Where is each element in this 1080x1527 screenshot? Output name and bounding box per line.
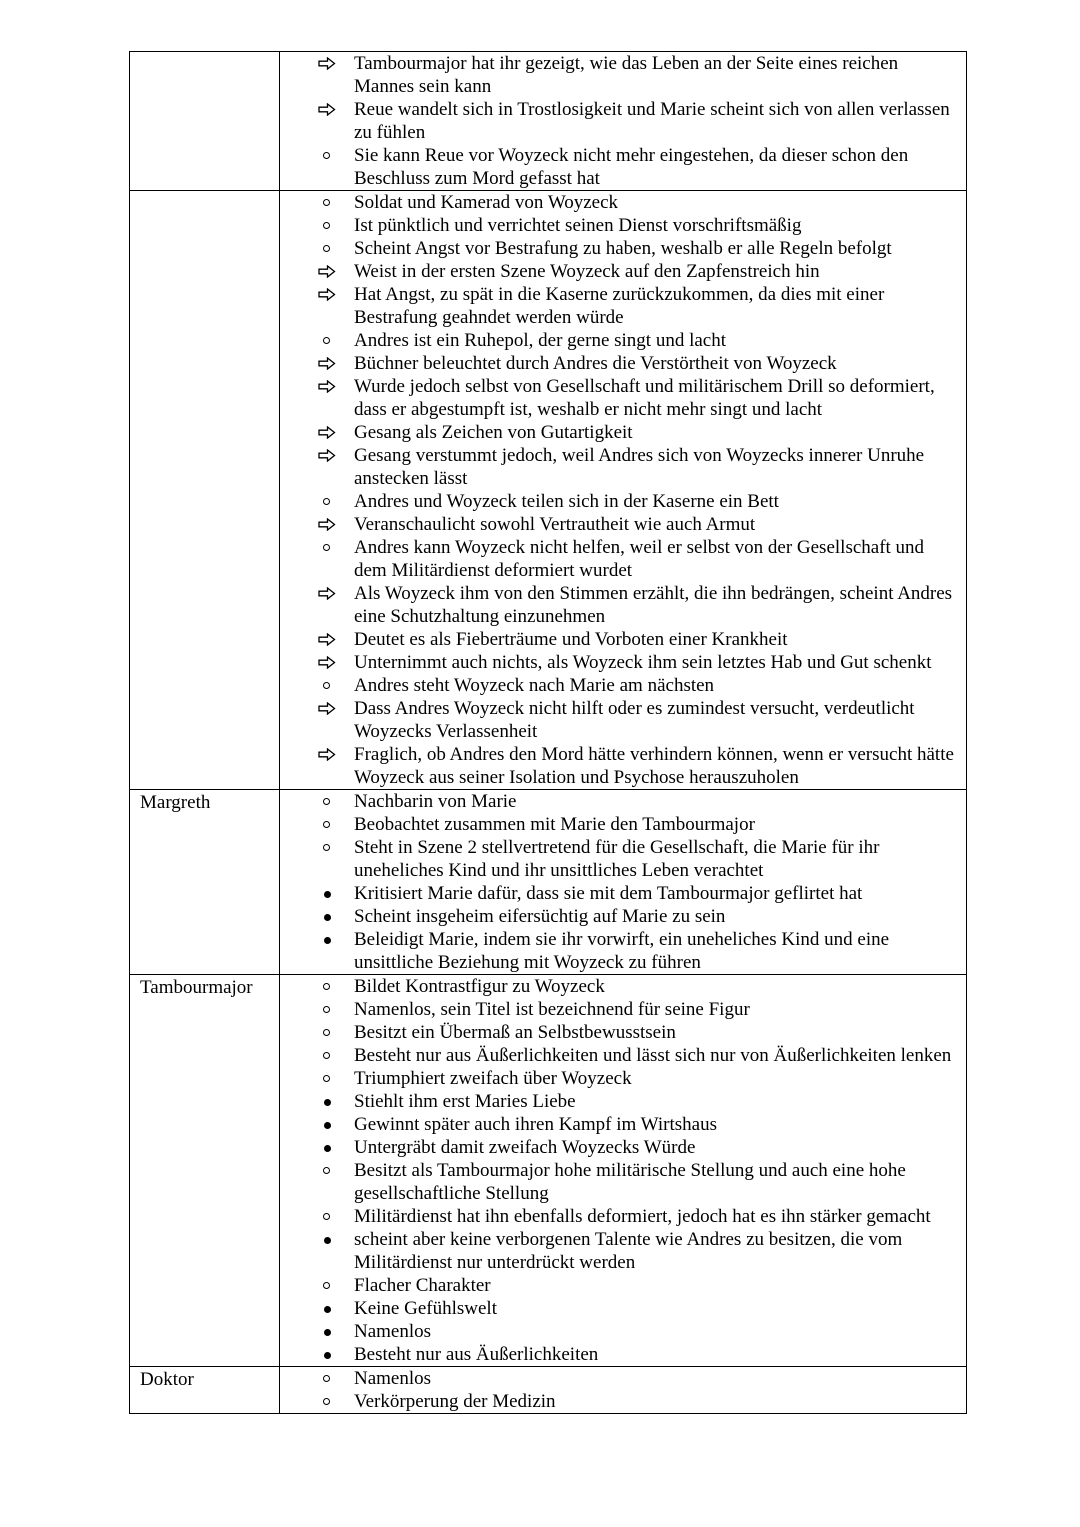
list-item-text: Namenlos, sein Titel ist bezeichnend für seine Figur xyxy=(354,999,750,1020)
circle-bullet-icon xyxy=(280,144,354,190)
arrow-bullet-icon xyxy=(280,513,354,536)
character-row xyxy=(130,1367,967,1414)
list-item xyxy=(280,582,966,628)
circle-bullet-icon xyxy=(280,214,354,237)
dot-bullet-icon xyxy=(280,882,354,905)
list-item-text: Besteht nur aus Äußerlichkeiten xyxy=(354,1344,599,1365)
dot-bullet-icon xyxy=(280,905,354,928)
character-row xyxy=(130,191,967,790)
list-item-text: Steht in Szene 2 stellvertretend für die Gesellschaft, die Marie für ihr uneheliches Kind und ihr unsittliches Leben verachtet xyxy=(354,837,880,881)
list-item xyxy=(280,52,966,98)
list-item-text: Gewinnt später auch ihren Kampf im Wirtshaus xyxy=(354,1114,717,1135)
list-item-text: Flacher Charakter xyxy=(354,1275,491,1296)
list-item-text: Stiehlt ihm erst Maries Liebe xyxy=(354,1091,576,1112)
arrow-bullet-icon xyxy=(318,656,336,669)
list-item-text: Nachbarin von Marie xyxy=(354,791,517,812)
character-name: Doktor xyxy=(140,1369,194,1390)
list-item-text: Scheint insgeheim eifersüchtig auf Marie zu sein xyxy=(354,906,726,927)
character-table-body xyxy=(130,52,967,1414)
list-item xyxy=(280,283,966,329)
circle-bullet-icon xyxy=(280,975,354,998)
circle-bullet-icon xyxy=(323,821,330,828)
arrow-bullet-icon xyxy=(318,265,336,278)
list-item-text: Andres kann Woyzeck nicht helfen, weil er selbst von der Gesellschaft und dem Militärdienst deformiert wurdet xyxy=(354,537,925,581)
list-item xyxy=(280,490,966,513)
list-item-text: Gesang verstummt jedoch, weil Andres sich von Woyzecks innerer Unruhe anstecken lässt xyxy=(354,445,925,489)
list-item-text: Wurde jedoch selbst von Gesellschaft und militärischem Drill so deformiert, dass er abgestumpft ist, weshalb er nicht mehr singt und lacht xyxy=(354,376,935,420)
list-item-text: Hat Angst, zu spät in die Kaserne zurückzukommen, da dies mit einer Bestrafung geahndet werden würde xyxy=(354,284,885,328)
list-item xyxy=(280,928,966,974)
character-name xyxy=(140,52,279,53)
dot-bullet-icon xyxy=(280,1343,354,1366)
list-item xyxy=(280,1274,966,1297)
list-item-text: Beleidigt Marie, indem sie ihr vorwirft, ein uneheliches Kind und eine unsittliche Beziehung mit Woyzeck zu führen xyxy=(354,929,890,973)
list-item-text: Veranschaulicht sowohl Vertrautheit wie auch Armut xyxy=(354,514,756,535)
list-item xyxy=(280,743,966,789)
list-item-text: Beobachtet zusammen mit Marie den Tambourmajor xyxy=(354,814,755,835)
list-item xyxy=(280,836,966,882)
circle-bullet-icon xyxy=(323,1375,330,1382)
list-item-text: Fraglich, ob Andres den Mord hätte verhindern können, wenn er versucht hätte Woyzeck aus seiner Isolation und Psychose herauszuholen xyxy=(354,744,954,788)
list-item-text: Besitzt ein Übermaß an Selbstbewusstsein xyxy=(354,1022,676,1043)
list-item-text: Namenlos xyxy=(354,1321,432,1342)
arrow-bullet-icon xyxy=(318,288,336,301)
list-item xyxy=(280,444,966,490)
arrow-bullet-icon xyxy=(318,702,336,715)
list-item xyxy=(280,1228,966,1274)
arrow-bullet-icon xyxy=(280,98,354,144)
list-item-text: Als Woyzeck ihm von den Stimmen erzählt, die ihn bedrängen, scheint Andres eine Schutzhaltung einzunehmen xyxy=(354,583,953,627)
arrow-bullet-icon xyxy=(280,283,354,329)
list-item-text: Kritisiert Marie dafür, dass sie mit dem Tambourmajor geflirtet hat xyxy=(354,883,863,904)
circle-bullet-icon xyxy=(323,498,330,505)
list-item xyxy=(280,790,966,813)
circle-bullet-icon xyxy=(323,337,330,344)
list-item xyxy=(280,674,966,697)
list-item xyxy=(280,352,966,375)
list-item xyxy=(280,1320,966,1343)
dot-bullet-icon xyxy=(324,1237,331,1244)
list-item-text: Andres und Woyzeck teilen sich in der Kaserne ein Bett xyxy=(354,491,779,512)
circle-bullet-icon xyxy=(280,490,354,513)
circle-bullet-icon xyxy=(280,836,354,882)
list-item xyxy=(280,651,966,674)
circle-bullet-icon xyxy=(323,1075,330,1082)
circle-bullet-icon xyxy=(280,1274,354,1297)
circle-bullet-icon xyxy=(280,536,354,582)
character-notes-cell xyxy=(280,1367,967,1414)
arrow-bullet-icon xyxy=(318,426,336,439)
dot-bullet-icon xyxy=(280,928,354,974)
circle-bullet-icon xyxy=(280,191,354,214)
arrow-bullet-icon xyxy=(318,380,336,393)
dot-bullet-icon xyxy=(324,1329,331,1336)
arrow-bullet-icon xyxy=(318,633,336,646)
list-item-text: Tambourmajor hat ihr gezeigt, wie das Leben an der Seite eines reichen Mannes sein kann xyxy=(354,53,899,97)
arrow-bullet-icon xyxy=(280,743,354,789)
list-item-text: Büchner beleuchtet durch Andres die Verstörtheit von Woyzeck xyxy=(354,353,837,374)
character-name: Tambourmajor xyxy=(140,977,253,998)
list-item-text: Gesang als Zeichen von Gutartigkeit xyxy=(354,422,633,443)
circle-bullet-icon xyxy=(323,152,330,159)
list-item xyxy=(280,375,966,421)
list-item xyxy=(280,998,966,1021)
character-name-cell xyxy=(130,975,280,1367)
arrow-bullet-icon xyxy=(280,352,354,375)
character-notes-cell xyxy=(280,191,967,790)
circle-bullet-icon xyxy=(323,1213,330,1220)
circle-bullet-icon xyxy=(280,674,354,697)
list-item-text: Scheint Angst vor Bestrafung zu haben, weshalb er alle Regeln befolgt xyxy=(354,238,892,259)
list-item xyxy=(280,1297,966,1320)
arrow-bullet-icon xyxy=(318,518,336,531)
list-item xyxy=(280,1159,966,1205)
dot-bullet-icon xyxy=(324,1122,331,1129)
dot-bullet-icon xyxy=(280,1228,354,1274)
list-item xyxy=(280,1136,966,1159)
dot-bullet-icon xyxy=(324,1306,331,1313)
list-item-text: Triumphiert zweifach über Woyzeck xyxy=(354,1068,632,1089)
circle-bullet-icon xyxy=(323,983,330,990)
list-item xyxy=(280,1367,966,1390)
character-name: Margreth xyxy=(140,792,211,813)
arrow-bullet-icon xyxy=(318,57,336,70)
circle-bullet-icon xyxy=(323,1282,330,1289)
list-item-text: Dass Andres Woyzeck nicht hilft oder es zumindest versucht, verdeutlicht Woyzecks Verlassenheit xyxy=(354,698,915,742)
circle-bullet-icon xyxy=(323,798,330,805)
arrow-bullet-icon xyxy=(318,103,336,116)
circle-bullet-icon xyxy=(280,1067,354,1090)
list-item xyxy=(280,144,966,190)
circle-bullet-icon xyxy=(323,245,330,252)
list-item-text: Keine Gefühlswelt xyxy=(354,1298,497,1319)
circle-bullet-icon xyxy=(323,1398,330,1405)
circle-bullet-icon xyxy=(280,1159,354,1205)
circle-bullet-icon xyxy=(280,1044,354,1067)
arrow-bullet-icon xyxy=(318,449,336,462)
list-item-text: Weist in der ersten Szene Woyzeck auf den Zapfenstreich hin xyxy=(354,261,820,282)
arrow-bullet-icon xyxy=(280,52,354,98)
circle-bullet-icon xyxy=(280,237,354,260)
circle-bullet-icon xyxy=(280,1390,354,1413)
list-item-text: Besitzt als Tambourmajor hohe militärische Stellung und auch eine hohe gesellschaftliche Stellung xyxy=(354,1160,906,1204)
character-name-cell xyxy=(130,52,280,191)
list-item xyxy=(280,1343,966,1366)
character-row xyxy=(130,790,967,975)
character-name-cell xyxy=(130,191,280,790)
list-item-text: Soldat und Kamerad von Woyzeck xyxy=(354,192,619,213)
list-item-text: Andres ist ein Ruhepol, der gerne singt und lacht xyxy=(354,330,727,351)
circle-bullet-icon xyxy=(280,790,354,813)
list-item xyxy=(280,1090,966,1113)
list-item xyxy=(280,98,966,144)
arrow-bullet-icon xyxy=(280,375,354,421)
list-item-text: Reue wandelt sich in Trostlosigkeit und Marie scheint sich von allen verlassen zu fühlen xyxy=(354,99,950,143)
character-row xyxy=(130,52,967,191)
list-item xyxy=(280,813,966,836)
circle-bullet-icon xyxy=(323,1029,330,1036)
dot-bullet-icon xyxy=(280,1090,354,1113)
list-item xyxy=(280,1390,966,1413)
dot-bullet-icon xyxy=(280,1297,354,1320)
list-item-text: Namenlos xyxy=(354,1368,432,1389)
arrow-bullet-icon xyxy=(280,421,354,444)
dot-bullet-icon xyxy=(324,891,331,898)
dot-bullet-icon xyxy=(280,1320,354,1343)
list-item xyxy=(280,329,966,352)
dot-bullet-icon xyxy=(324,937,331,944)
dot-bullet-icon xyxy=(324,1352,331,1359)
character-name xyxy=(140,191,279,192)
arrow-bullet-icon xyxy=(280,697,354,743)
list-item xyxy=(280,1021,966,1044)
arrow-bullet-icon xyxy=(280,582,354,628)
character-name-cell xyxy=(130,790,280,975)
list-item xyxy=(280,513,966,536)
dot-bullet-icon xyxy=(324,1145,331,1152)
list-item xyxy=(280,882,966,905)
list-item xyxy=(280,1205,966,1228)
list-item xyxy=(280,237,966,260)
dot-bullet-icon xyxy=(280,1113,354,1136)
list-item-text: Unternimmt auch nichts, als Woyzeck ihm sein letztes Hab und Gut schenkt xyxy=(354,652,932,673)
character-row xyxy=(130,975,967,1367)
list-item xyxy=(280,628,966,651)
arrow-bullet-icon xyxy=(318,748,336,761)
character-notes-cell xyxy=(280,975,967,1367)
list-item-text: Untergräbt damit zweifach Woyzecks Würde xyxy=(354,1137,696,1158)
list-item-text: Andres steht Woyzeck nach Marie am nächsten xyxy=(354,675,715,696)
list-item-text: Ist pünktlich und verrichtet seinen Dienst vorschriftsmäßig xyxy=(354,215,802,236)
document-page xyxy=(129,51,967,1414)
circle-bullet-icon xyxy=(280,1367,354,1390)
list-item xyxy=(280,421,966,444)
list-item-text: scheint aber keine verborgenen Talente wie Andres zu besitzen, die vom Militärdienst nur unterdrückt werden xyxy=(354,1229,903,1273)
arrow-bullet-icon xyxy=(280,260,354,283)
character-table xyxy=(129,51,967,1414)
circle-bullet-icon xyxy=(323,844,330,851)
circle-bullet-icon xyxy=(323,222,330,229)
list-item-text: Verkörperung der Medizin xyxy=(354,1391,556,1412)
list-item-text: Besteht nur aus Äußerlichkeiten und lässt sich nur von Äußerlichkeiten lenken xyxy=(354,1045,952,1066)
list-item xyxy=(280,697,966,743)
list-item xyxy=(280,536,966,582)
circle-bullet-icon xyxy=(323,199,330,206)
character-notes-cell xyxy=(280,790,967,975)
circle-bullet-icon xyxy=(280,813,354,836)
arrow-bullet-icon xyxy=(318,357,336,370)
arrow-bullet-icon xyxy=(280,444,354,490)
circle-bullet-icon xyxy=(323,544,330,551)
list-item-text: Sie kann Reue vor Woyzeck nicht mehr eingestehen, da dieser schon den Beschluss zum Mord gefasst hat xyxy=(354,145,909,189)
list-item xyxy=(280,214,966,237)
circle-bullet-icon xyxy=(323,682,330,689)
list-item xyxy=(280,260,966,283)
dot-bullet-icon xyxy=(324,914,331,921)
arrow-bullet-icon xyxy=(318,587,336,600)
circle-bullet-icon xyxy=(280,1021,354,1044)
circle-bullet-icon xyxy=(280,1205,354,1228)
circle-bullet-icon xyxy=(323,1052,330,1059)
list-item xyxy=(280,975,966,998)
circle-bullet-icon xyxy=(323,1167,330,1174)
dot-bullet-icon xyxy=(324,1099,331,1106)
character-notes-cell xyxy=(280,52,967,191)
arrow-bullet-icon xyxy=(280,651,354,674)
circle-bullet-icon xyxy=(280,329,354,352)
list-item xyxy=(280,1044,966,1067)
circle-bullet-icon xyxy=(323,1006,330,1013)
dot-bullet-icon xyxy=(280,1136,354,1159)
list-item-text: Militärdienst hat ihn ebenfalls deformiert, jedoch hat es ihn stärker gemacht xyxy=(354,1206,931,1227)
list-item-text: Bildet Kontrastfigur zu Woyzeck xyxy=(354,976,605,997)
list-item-text: Deutet es als Fieberträume und Vorboten einer Krankheit xyxy=(354,629,788,650)
arrow-bullet-icon xyxy=(280,628,354,651)
list-item xyxy=(280,1067,966,1090)
list-item xyxy=(280,905,966,928)
circle-bullet-icon xyxy=(280,998,354,1021)
list-item xyxy=(280,1113,966,1136)
character-name-cell xyxy=(130,1367,280,1414)
list-item xyxy=(280,191,966,214)
